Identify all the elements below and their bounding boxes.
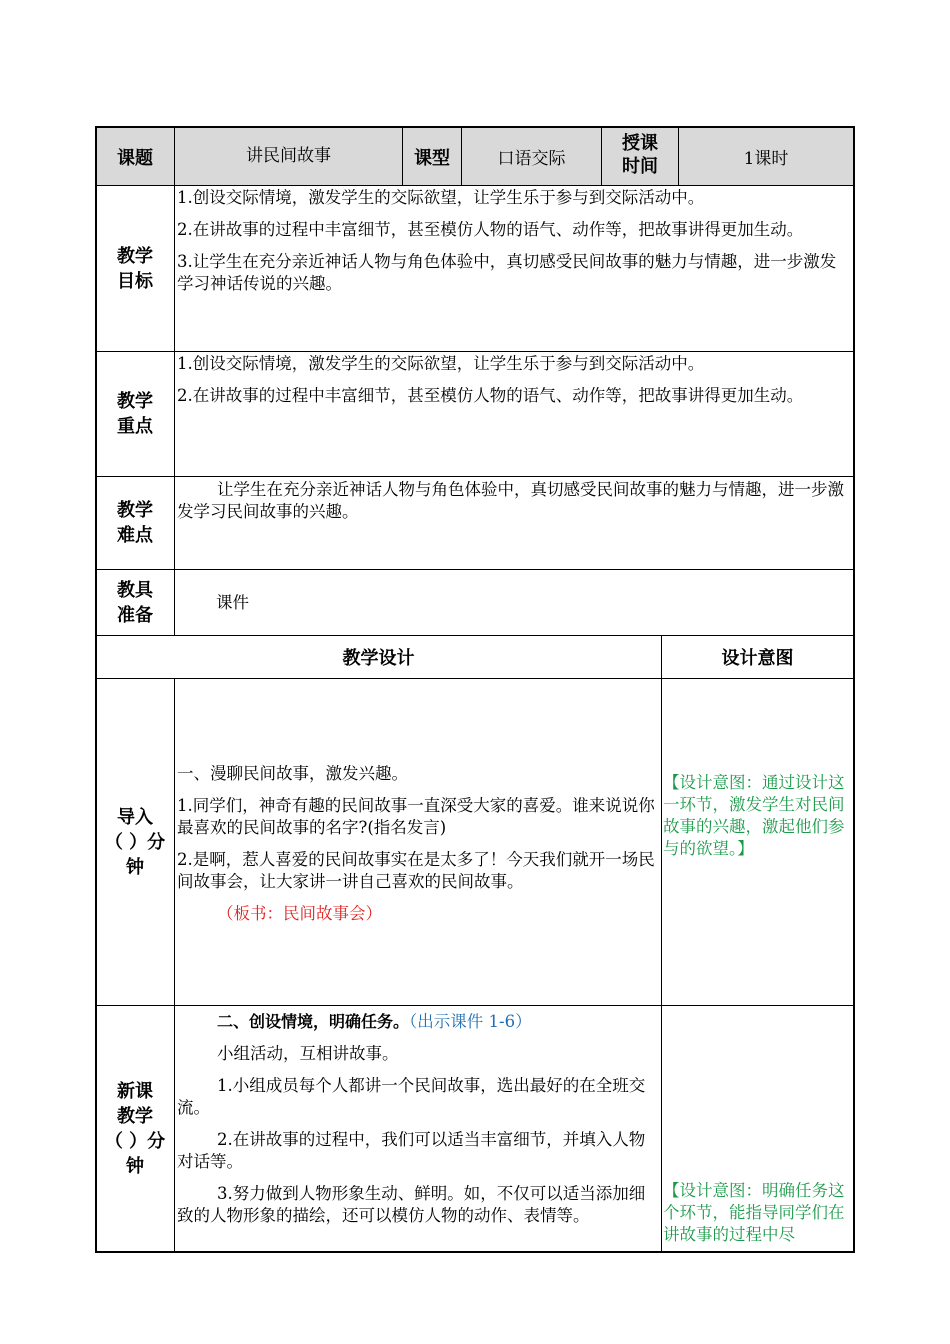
difficulty-text: 让学生在充分亲近神话人物与角色体验中，真切感受民间故事的魅力与情趣，进一步激发学习民间故事的兴趣。: [177, 480, 844, 521]
objectives-label-line1: 教学: [117, 245, 153, 267]
new-lesson-heading: 二、创设情境，明确任务。: [217, 1012, 410, 1031]
topic-label: 课题: [117, 147, 153, 169]
key-points-content: [177, 353, 851, 417]
new-lesson-paragraph: 3.努力做到人物形象生动、鲜明。如，不仅可以适当添加细致的人物形象的描绘，还可以模仿人物的动作、表情等。: [177, 1184, 646, 1225]
new-lesson-label-line2: 教学: [117, 1105, 153, 1127]
key-points-label-line1: 教学: [117, 391, 153, 412]
materials-label: [96, 570, 174, 635]
new-lesson-paragraph: 1.小组成员每个人都讲一个民间故事，选出最好的在全班交流。: [177, 1076, 646, 1117]
time-label-line2: 时间: [622, 156, 658, 177]
materials-text: 课件: [216, 593, 249, 612]
time-value: 1课时: [743, 149, 789, 169]
key-point-item: 2.在讲故事的过程中丰富细节，甚至模仿人物的语气、动作等，把故事讲得更加生动。: [177, 386, 804, 405]
new-lesson-label-line1: 新课: [117, 1080, 153, 1102]
materials-label-line2: 准备: [117, 604, 153, 626]
intro-label: [96, 679, 174, 1005]
time-label-line1: 授课: [622, 133, 658, 154]
new-lesson-label: [96, 1006, 174, 1251]
new-lesson-content: [177, 1011, 658, 1237]
objective-item: 1.创设交际情境，激发学生的交际欲望，让学生乐于参与到交际活动中。: [177, 188, 705, 207]
new-lesson-courseware-note: （出示课件 1-6）: [409, 1012, 532, 1031]
intro-paragraph: 2.是啊，惹人喜爱的民间故事实在是太多了！今天我们就开一场民间故事会，让大家讲一讲自己喜欢的民间故事。: [177, 850, 655, 891]
time-label: [602, 132, 678, 182]
new-lesson-heading-line: [177, 1011, 658, 1033]
intro-intent: 【设计意图：通过设计这一环节，激发学生对民间故事的兴趣，激起他们参与的欲望。】: [663, 773, 845, 858]
new-lesson-label-line4: 钟: [126, 1155, 144, 1177]
intro-label-line2: （ ）分: [104, 831, 166, 853]
key-points-label: [96, 352, 174, 476]
objective-item: 2.在讲故事的过程中丰富细节，甚至模仿人物的语气、动作等，把故事讲得更加生动。: [177, 220, 804, 239]
new-lesson-sub: 小组活动，互相讲故事。: [217, 1044, 399, 1063]
difficulty-label-line2: 难点: [117, 525, 153, 546]
intro-paragraph: 1.同学们，神奇有趣的民间故事一直深受大家的喜爱。谁来说说你最喜欢的民间故事的名字?(指名发言): [177, 796, 655, 837]
difficulty-label-line1: 教学: [117, 500, 153, 521]
new-lesson-intent: 【设计意图：明确任务这个环节，能指导同学们在讲故事的过程中尽: [663, 1181, 845, 1244]
intent-header: 设计意图: [721, 648, 794, 669]
objectives-label: [96, 186, 174, 351]
materials-label-line1: 教具: [117, 579, 153, 601]
design-header: 教学设计: [342, 648, 415, 669]
new-lesson-label-line3: （ ）分: [104, 1130, 166, 1152]
objectives-label-line2: 目标: [117, 270, 153, 292]
objective-item: 3.让学生在充分亲近神话人物与角色体验中，真切感受民间故事的魅力与情趣，进一步激发学习神话传说的兴趣。: [177, 252, 837, 293]
intro-board-note: （板书：民间故事会）: [217, 904, 382, 923]
key-points-label-line2: 重点: [117, 416, 153, 437]
intro-content: [177, 763, 658, 935]
type-value: 口语交际: [497, 149, 566, 169]
objectives-content: [177, 187, 851, 305]
intro-label-line1: 导入: [117, 806, 153, 828]
topic-value: 讲民间故事: [246, 145, 331, 166]
key-point-item: 1.创设交际情境，激发学生的交际欲望，让学生乐于参与到交际活动中。: [177, 354, 705, 373]
intro-heading: 一、漫聊民间故事，激发兴趣。: [177, 764, 408, 783]
new-lesson-paragraph: 2.在讲故事的过程中，我们可以适当丰富细节，并填入人物对话等。: [177, 1130, 646, 1171]
type-label: 课型: [414, 147, 450, 169]
difficulty-label: [96, 477, 174, 569]
difficulty-content: [177, 479, 851, 533]
intro-label-line3: 钟: [126, 856, 144, 878]
